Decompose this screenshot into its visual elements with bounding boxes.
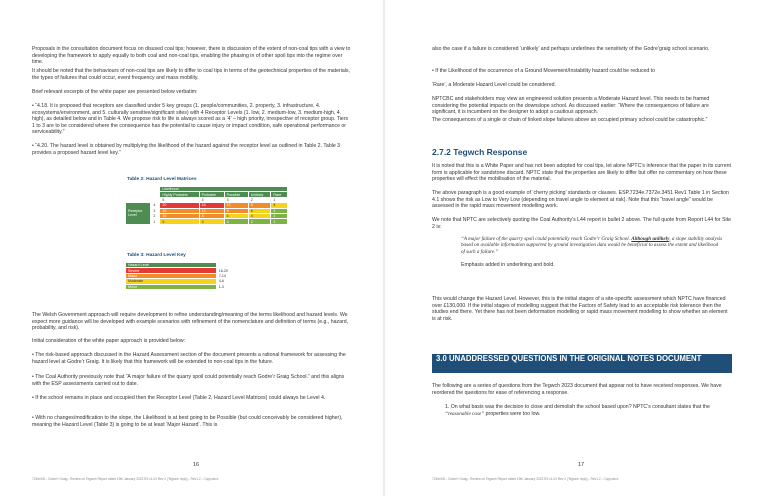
matrix-col-header: Unlikely xyxy=(248,192,271,197)
paragraph: The above paragraph is a good example of ‘cherry picking’ standards or clauses. ESP.7234e.7372e.3451 Rev1 Table 1 in Section 4.1 shows the risk as Low to Very Low (depending on travel angle to element at risk). Note that this “travel angle” would be assessed in the rapid mass movement modelling work. xyxy=(432,190,729,210)
paragraph: Brief relevant excerpts of the white paper are presented below verbatim: xyxy=(32,89,198,95)
block-quote xyxy=(461,236,723,255)
bullet-item: • The Coal Authority previously note that “A major failure of the quarry spoil could potentially reach Godre’r Graig School.” and this aligns with the ESP assessments carried out to date. xyxy=(32,374,345,387)
bullet-item: • The risk-based approach discussed in the Hazard Assessment section of the document presents a rational framework for assessing the hazard level at Godre’r Graig. It is likely that this framework will be extended to non-coal tips in the future. xyxy=(32,352,346,365)
quote-text: , a slope stability analysis based on available information supported by ground investigation data would be beneficial to assess the extent and likelihood of such a failure.” xyxy=(461,236,723,255)
matrix-row-level: 2 xyxy=(151,213,160,218)
quote-emphasis: Although unlikely xyxy=(631,236,670,242)
key-range: 1-3 xyxy=(216,284,287,289)
bullet-item: • “4.20. The hazard level is obtained by multiplying the likelihood of the hazard against the receptor level as outlined in Table 2. Table 3 provides a proposed hazard level key.” xyxy=(32,143,341,156)
paragraph: also the case if a failure is considered ‘unlikely’ and perhaps underlines the sensitivity of the Godre’graig school scenario. xyxy=(432,46,710,52)
matrix-cell: 2 xyxy=(248,219,271,224)
matrix-row-level: 4 xyxy=(151,203,160,208)
table-caption: Table 2: Hazard Level Matrices xyxy=(127,177,197,182)
matrix-cell: 5 xyxy=(160,219,199,224)
matrix-cell: 15 xyxy=(160,208,199,213)
paragraph: The following are a series of questions from the Tegwch 2023 document that appear not to have received responses. We have reordered the questions for ease of referencing a response. xyxy=(432,383,722,396)
matrix-row-label-1: Receptor xyxy=(128,209,143,214)
paragraph: Initial consideration of the white paper approach is provided below: xyxy=(32,338,186,344)
paragraph: NPTCBC and stakeholders may view an engineered solution presents a Moderate Hazard level. This needs to be framed considering the potential impacts on the downslope school. As discussed earlier: “Where the consequences of failure are significant, it is incumbent on the designer to adopt a cautious approach. xyxy=(432,96,710,116)
key-range: 16-20 xyxy=(216,268,287,273)
key-range: 4-6 xyxy=(216,279,287,284)
matrix-cell: 2 xyxy=(271,213,288,218)
matrix-cell: 9 xyxy=(224,208,248,213)
matrix-col-header: Highly Probable xyxy=(160,192,199,197)
table-caption: Table 3: Hazard Level Key xyxy=(127,253,186,258)
hazard-key-table xyxy=(125,262,288,290)
matrix-cell: 12 xyxy=(199,208,224,213)
matrix-col-value: 2 xyxy=(248,197,271,202)
paragraph: The Welsh Government approach will require development to refine understanding/meaning of the terms likelihood and hazard levels. We expect more guidance will be developed with example scenarios with refinement of the nomenclature and definition of terms (e.g., hazard, probability, and risk). xyxy=(32,312,349,332)
paragraph: We note that NPTC are selectively quoting the Coal Authority’s L44 report in bullet 2 above. The full quote from Report L44 for Site 2 is: xyxy=(432,217,732,230)
key-range: 7-14 xyxy=(216,273,287,278)
matrix-cell: 3 xyxy=(271,208,288,213)
bullet-item: • If the school remains in place and occupied then the Receptor Level (Table 2, Hazard Level Matrices) could always be Level 4. xyxy=(32,395,326,401)
section-banner: 3.0 UNADDRESSED QUESTIONS IN THE ORIGINAL NOTES DOCUMENT xyxy=(432,354,732,373)
right-page xyxy=(385,0,768,496)
key-label: Moderate xyxy=(126,279,217,284)
question-text: 1. On what basis was the decision to close and demolish the school based upon? NPTC’s consultant states that the xyxy=(445,404,710,410)
key-label: Major xyxy=(126,273,217,278)
key-label: Severe xyxy=(126,268,217,273)
paragraph: It should be noted that the behaviours of non-coal tips are likely to differ to coal tips in terms of the geotechnical properties of the materials, the types of failures that could occur, event frequency and mass mobility. xyxy=(32,68,350,81)
bullet-item: • “4.18. It is proposed that receptors are classified under 5 key groups (1. people/communities, 2. property, 3. infrastructure, 4. ecosystems/environment, and 5. culturally sensitive/significant sites) with 4 Receptor Levels (1. low, 2. medium-low, 3. medium-high, 4. high), as detailed below and in Table 4. We propose risk to life is always scored as a ‘4’ – high priority, irrespective of receptor group. Tiers 1 to 3 are to be considered where the consequence has the potential to cause injury or impact condition, safe operational performance or serviceability.” xyxy=(32,103,349,136)
matrix-col-header: Possible xyxy=(224,192,248,197)
matrix-cell: 8 xyxy=(199,213,224,218)
matrix-col-value: 1 xyxy=(271,197,288,202)
matrix-cell: 12 xyxy=(224,203,248,208)
question-quote: “reasonable case” xyxy=(445,410,485,417)
matrix-row-level: 1 xyxy=(151,219,160,224)
matrix-row-label-2: Level xyxy=(128,213,137,218)
matrix-cell: 4 xyxy=(199,219,224,224)
paragraph: Proposals in the consultation document focus on disused coal tips; however, there is discussion of the extent of non-coal tips with a view to developing the framework to apply equally to both coal and non-coal tips, enabling the phasing in of other spoil tips into the regime over time. xyxy=(32,46,351,66)
page-number: 16 xyxy=(193,462,200,468)
page-number: 17 xyxy=(578,462,585,468)
matrix-cell: 10 xyxy=(160,213,199,218)
section-heading: 2.7.2 Tegwch Response xyxy=(432,147,528,157)
bullet-item: • With no changes/modification to the slope, the Likelihood is at best going to be Possible (but could conceivably be considered higher), meaning the Hazard Level (Table 3) is going to be at least ‘Major Hazard’. This is xyxy=(32,415,343,428)
paragraph: The consequences of a single or chain of linked slope failures above an occupied primary school could be catastrophic.” xyxy=(432,117,708,123)
quote-text: “A major failure of the quarry spoil could potentially reach Godre’r Graig School. xyxy=(461,236,632,242)
matrix-col-header: Probable xyxy=(199,192,224,197)
key-label: Minor xyxy=(126,284,217,289)
matrix-cell: 4 xyxy=(271,203,288,208)
bullet-item: • If the Likelihood of the occurrence of a Ground Movement/Instability hazard could be reduced to xyxy=(432,68,655,74)
left-page xyxy=(0,0,383,496)
matrix-header: Likelihood xyxy=(160,187,288,192)
matrix-col-value: 5 xyxy=(160,197,199,202)
matrix-cell: 4 xyxy=(248,213,271,218)
question-text: properties were too low. xyxy=(484,410,541,417)
matrix-row-level: 3 xyxy=(151,208,160,213)
matrix-cell: 3 xyxy=(224,219,248,224)
matrix-cell: 6 xyxy=(248,208,271,213)
paragraph: It is noted that this is a White Paper and has not been adopted for coal tips, let alone NPTC’s inference that the paper in its current form is applicable for sandstone discard. NPTC state that the properties are likely to differ but offer no commentary on how these properties will effect the mobilisation of the material. xyxy=(432,163,731,183)
question-item xyxy=(445,404,732,417)
matrix-cell: 20 xyxy=(160,203,199,208)
page-footer: 7245n01f - Godre'r Graig - Review on Tegwch Report dated 19th January 2023 R3 v1.01 Rev 2 (Tegwch reply) - Rev1.2 - Copy.docx xyxy=(32,477,219,481)
matrix-row-label xyxy=(126,203,151,225)
emphasis-note: Emphasis added in underlining and bold. xyxy=(461,262,555,268)
matrix-cell: 1 xyxy=(271,219,288,224)
paragraph: ‘Rare’, a Moderate Hazard Level could be considered. xyxy=(432,82,556,88)
matrix-col-header: Rare xyxy=(271,192,288,197)
matrix-cell: 8 xyxy=(248,203,271,208)
matrix-cell: 16 xyxy=(199,203,224,208)
hazard-matrix-table xyxy=(125,186,288,225)
page-footer: 7245n01f - Godre'r Graig - Review on Tegwch Report dated 19th January 2023 R3 v1.01 Rev 2 (Tegwch reply) - Rev1.2 - Copy.docx xyxy=(432,477,619,481)
matrix-cell: 6 xyxy=(224,213,248,218)
key-header: Hazard Level xyxy=(126,263,217,268)
paragraph: This would change the Hazard Level. However, this is the initial stages of a site-specific assessment which NPTC have financed over £130,000. If the initial stages of modelling suggest that the Factors of Safety lead to an acceptable risk tolerance then the studies end there. Yet there has not been deformation modelling or rapid mass movement modelling to show whether an element is at risk. xyxy=(432,296,728,322)
matrix-col-value: 3 xyxy=(224,197,248,202)
matrix-col-value: 4 xyxy=(199,197,224,202)
